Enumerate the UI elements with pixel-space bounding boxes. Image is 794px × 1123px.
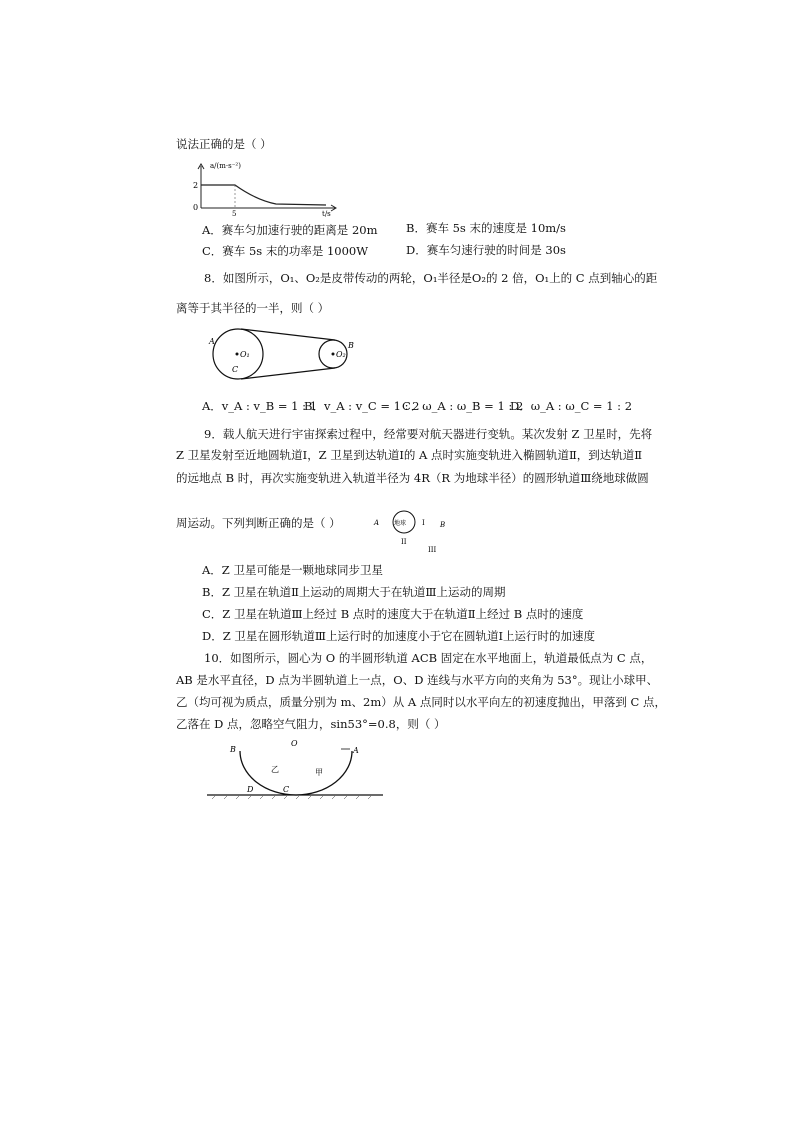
graph-ylabel: a/(m·s⁻²) xyxy=(210,162,241,170)
graph-x-tick: 5 xyxy=(232,210,237,218)
q10-stem-line2: AB 是水平直径，D 点为半圆轨道上一点，O、D 连线与水平方向的夹角为 53°。现让小球甲、 xyxy=(176,673,659,687)
orbit-ii-label: II xyxy=(401,538,407,546)
q9-point-b: B xyxy=(440,521,446,529)
q8-option-b: B．v_A : v_C = 1 : 2 xyxy=(304,399,420,413)
o1-label: O₁ xyxy=(240,350,250,359)
q10-stem-line4: 乙落在 D 点，忽略空气阻力，sin53°=0.8，则（ ） xyxy=(176,717,446,731)
q8-belt-figure xyxy=(200,326,365,382)
q8-stem-line1: 8．如图所示，O₁、O₂是皮带传动的两轮，O₁半径是O₂的 2 倍，O₁上的 C 点到轴心的距 xyxy=(204,271,658,285)
point-b-label: B xyxy=(230,745,236,754)
axis-o1 xyxy=(236,353,239,356)
q7-option-d: D．赛车匀速行驶的时间是 30s xyxy=(406,243,566,257)
q9-stem-line2: Z 卫星发射至近地圆轨道Ⅰ，Z 卫星到达轨道Ⅰ的 A 点时实施变轨进入椭圆轨道Ⅱ，到达轨道Ⅱ xyxy=(176,448,643,462)
point-d-label: D xyxy=(247,785,254,794)
q8-stem-line2: 离等于其半径的一半，则（ ） xyxy=(176,301,330,315)
ball-yi-label: 乙 xyxy=(271,765,279,774)
q7-acceleration-graph xyxy=(176,158,346,218)
q7-option-a: A．赛车匀加速行驶的距离是 20m xyxy=(202,223,378,237)
q7-option-b: B．赛车 5s 末的速度是 10m/s xyxy=(406,221,566,235)
o2-label: O₂ xyxy=(336,350,346,359)
earth-label: 地球 xyxy=(394,520,407,527)
q8-option-d: D．ω_A : ω_C = 1 : 2 xyxy=(510,399,633,413)
q10-semicircle-figure xyxy=(205,735,385,801)
axis-o2 xyxy=(332,353,335,356)
belt-top xyxy=(241,329,335,340)
graph-y-tick: 2 xyxy=(193,181,199,190)
q9-option-c: C．Z 卫星在轨道Ⅲ上经过 B 点时的速度大于在轨道Ⅱ上经过 B 点时的速度 xyxy=(202,607,584,621)
q9-stem-line4: 周运动。下列判断正确的是（ ） xyxy=(176,516,341,530)
center-o-label: O xyxy=(291,739,298,748)
point-a-label: A xyxy=(353,746,359,755)
orbit-i-label: I xyxy=(422,519,425,527)
graph-origin: 0 xyxy=(193,203,199,212)
point-c-label: C xyxy=(283,785,290,794)
q9-point-a: A xyxy=(374,519,380,527)
q9-option-a: A．Z 卫星可能是一颗地球同步卫星 xyxy=(202,563,383,577)
point-a-label: A xyxy=(209,337,215,346)
ball-jia-label: 甲 xyxy=(315,768,323,777)
acceleration-curve xyxy=(201,185,326,205)
orbit-iii-label: III xyxy=(428,546,437,554)
q10-stem-line3: 乙（均可视为质点，质量分别为 m、2m）从 A 点同时以水平向左的初速度抛出，甲落到 C 点， xyxy=(176,695,667,709)
q9-orbit-figure xyxy=(372,508,452,554)
belt-bottom xyxy=(241,368,335,379)
ground-hatching xyxy=(212,796,371,799)
q9-stem-line3: 的远地点 B 时，再次实施变轨进入轨道半径为 4R（R 为地球半径）的圆形轨道Ⅲ绕地球做圆 xyxy=(176,471,649,485)
q7-option-c: C．赛车 5s 末的功率是 1000W xyxy=(202,244,369,258)
q7-stem-tail: 说法正确的是（ ） xyxy=(176,137,272,151)
point-b-label: B xyxy=(348,341,354,350)
q9-option-d: D．Z 卫星在圆形轨道Ⅲ上运行时的加速度小于它在圆轨道Ⅰ上运行时的加速度 xyxy=(202,629,595,643)
q8-option-a: A．v_A : v_B = 1 : 1 xyxy=(202,399,318,413)
q9-option-b: B．Z 卫星在轨道Ⅱ上运动的周期大于在轨道Ⅲ上运动的周期 xyxy=(202,585,506,599)
point-c-label: C xyxy=(232,365,239,374)
q10-stem-line1: 10．如图所示，圆心为 O 的半圆形轨道 ACB 固定在水平地面上，轨道最低点为 C 点， xyxy=(204,651,653,665)
q8-option-c: C．ω_A : ω_B = 1 : 2 xyxy=(402,399,524,413)
q9-stem-line1: 9．载人航天进行宇宙探索过程中，经常要对航天器进行变轨。某次发射 Z 卫星时，先将 xyxy=(204,427,653,441)
graph-xlabel: t/s xyxy=(322,210,331,218)
semicircle-track xyxy=(240,751,352,795)
